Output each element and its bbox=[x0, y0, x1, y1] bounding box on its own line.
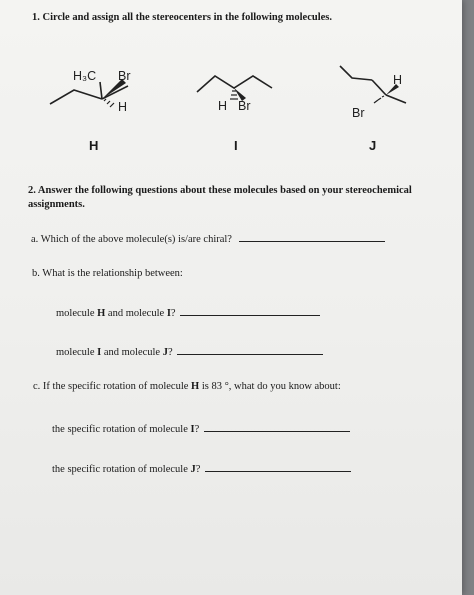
molecule-h-br-label: Br bbox=[118, 69, 131, 83]
text: molecule bbox=[56, 347, 98, 358]
molecule-ref: I bbox=[166, 308, 171, 319]
question-2-title: 2. Answer the following questions about these molecules based on your stereochemical assignments. bbox=[28, 185, 412, 210]
molecule-ref: H bbox=[191, 381, 200, 392]
molecule-h-label: H bbox=[89, 138, 99, 153]
molecule-h-h-label: H bbox=[118, 100, 128, 114]
molecule-i-chain bbox=[197, 76, 272, 92]
question-2a-text: a. Which of the above molecule(s) is/are chiral? bbox=[31, 234, 232, 245]
text: the specific rotation of molecule bbox=[52, 464, 191, 475]
text: ? bbox=[170, 308, 176, 319]
molecule-h-ch3-label: H₃C bbox=[73, 69, 97, 83]
question-1-title: 1. Circle and assign all the stereocenters in the following molecules. bbox=[32, 12, 332, 23]
text: ? bbox=[194, 424, 200, 435]
text: molecule bbox=[56, 308, 98, 319]
molecule-ref: J bbox=[162, 347, 168, 358]
question-2b: b. What is the relationship between: bbox=[32, 268, 183, 279]
molecule-i-h-label: H bbox=[218, 99, 228, 113]
molecule-j-br-label: Br bbox=[352, 106, 365, 120]
molecule-ref: I bbox=[190, 424, 195, 435]
text: the specific rotation of molecule bbox=[52, 424, 191, 435]
molecule-h-structure bbox=[50, 69, 131, 114]
question-2c bbox=[33, 381, 341, 392]
molecule-j-label: J bbox=[369, 138, 377, 153]
molecule-ref: J bbox=[190, 464, 196, 475]
text: c. If the specific rotation of molecule bbox=[33, 381, 192, 392]
question-2c-part-1-answer-blank[interactable] bbox=[204, 421, 350, 432]
text: and molecule bbox=[105, 308, 167, 319]
question-2c-part-2 bbox=[52, 461, 351, 475]
molecule-i-label: I bbox=[234, 138, 238, 153]
question-2c-part-2-answer-blank[interactable] bbox=[205, 461, 351, 472]
molecule-h-chain bbox=[50, 90, 102, 104]
molecule-i-br-label: Br bbox=[238, 99, 251, 113]
molecule-ref: H bbox=[97, 308, 106, 319]
text: ? bbox=[167, 347, 173, 358]
question-2b-part-2-answer-blank[interactable] bbox=[177, 344, 323, 355]
text: is 83 °, what do you know about: bbox=[199, 381, 341, 392]
question-2b-part-1 bbox=[56, 305, 320, 319]
molecule-j-chain bbox=[340, 66, 372, 80]
molecule-i-structure bbox=[197, 76, 272, 113]
molecule-j-hash-br bbox=[374, 96, 384, 103]
question-2a-answer-blank[interactable] bbox=[239, 231, 385, 242]
molecule-j-structure bbox=[340, 66, 406, 120]
text: ? bbox=[195, 464, 201, 475]
molecule-ref: I bbox=[97, 347, 102, 358]
text: and molecule bbox=[101, 347, 163, 358]
question-2a bbox=[31, 231, 385, 245]
question-2b-part-2 bbox=[56, 344, 323, 358]
molecule-j-h-label: H bbox=[393, 73, 403, 87]
molecules-figure bbox=[0, 0, 462, 180]
question-2c-part-1 bbox=[52, 421, 350, 435]
question-2b-part-1-answer-blank[interactable] bbox=[180, 305, 320, 316]
molecule-h-hash-h bbox=[104, 99, 114, 107]
